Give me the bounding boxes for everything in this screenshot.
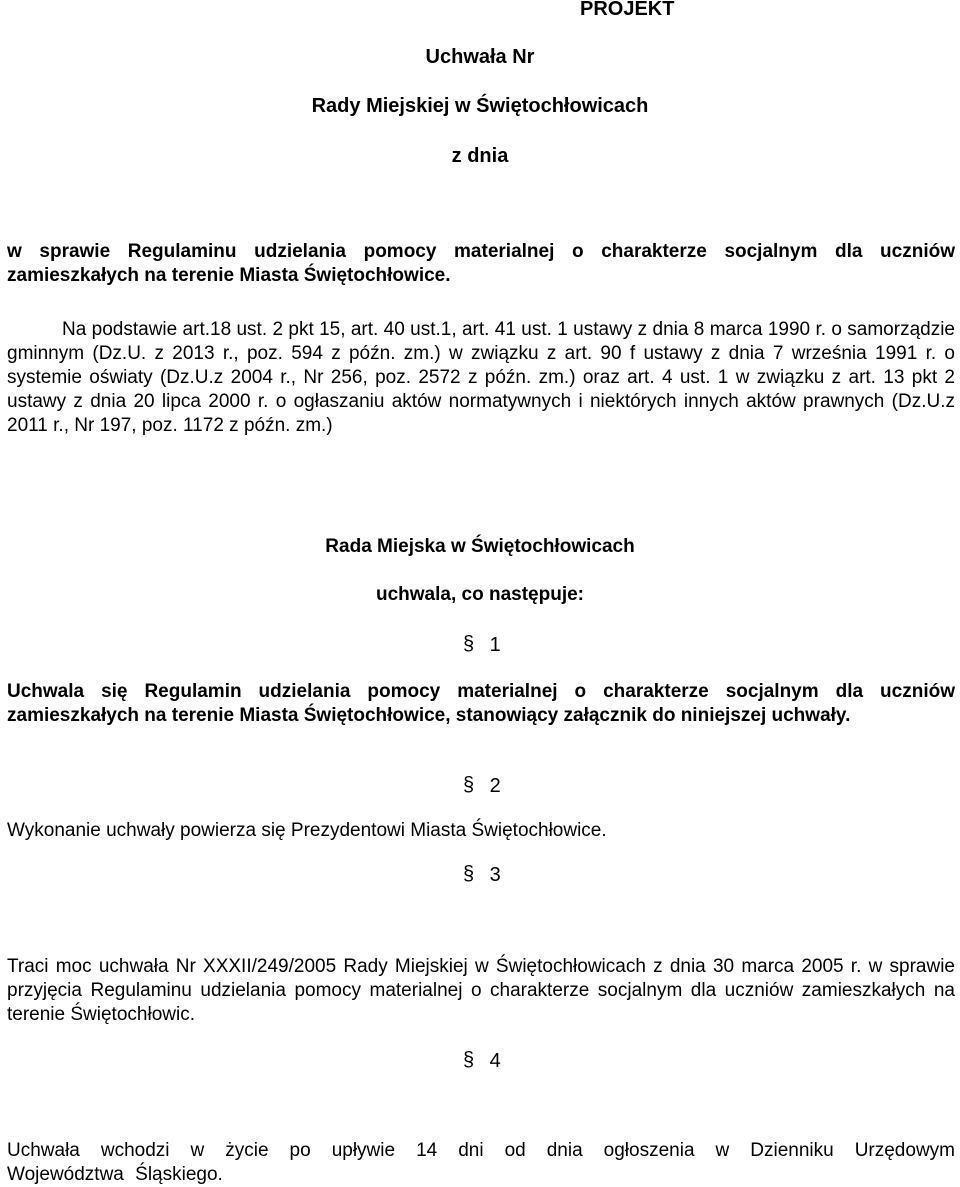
legal-basis: Na podstawie art.18 ust. 2 pkt 15, art. 40 ust.1, art. 41 ust. 1 ustawy z dnia 8 marca 1990 r. o samorządzie gminnym (Dz.U. z 2013 r., poz. 594 z późn. zm.) w związku z art. 90 f ustawy z dnia 7 września 1991 r. o systemie oświaty (Dz.U.z 2004 r., Nr 256, poz. 2572 z późn. zm.) oraz art. 4 ust. 1 w związku z art. 13 pkt 2 ustawy z dnia 20 lipca 2000 r. o ogłaszaniu aktów normatywnych i niektórych innych aktów prawnych (Dz.U.z 2011 r., Nr 197, poz. 1172 z późn. zm.): [7, 319, 955, 436]
section-4-number: 4: [489, 1050, 501, 1072]
resolution-issuer: Rady Miejskiej w Świętochłowicach: [311, 95, 649, 117]
svg-text:§: §: [463, 774, 475, 796]
section-sign-icon: [463, 863, 475, 885]
section-sign-icon: [463, 1049, 475, 1071]
resolves-heading: uchwala, co następuje:: [376, 584, 584, 605]
svg-text:§: §: [463, 633, 475, 655]
draft-label: PROJEKT: [580, 0, 675, 20]
section-3-heading: [463, 863, 501, 887]
section-sign-icon: [463, 774, 475, 796]
svg-text:§: §: [463, 863, 475, 885]
section-3-number: 3: [489, 864, 501, 886]
council-name: Rada Miejska w Świętochłowicach: [325, 536, 635, 557]
section-2-heading: [463, 774, 501, 798]
resolution-title: Uchwała Nr: [425, 46, 535, 68]
resolution-subject: w sprawie Regulaminu udzielania pomocy materialnej o charakterze socjalnym dla uczniów zamieszkałych na terenie Miasta Świętochłowice.: [7, 241, 955, 286]
section-4-text: Uchwała wchodzi w życie po upływie 14 dni od dnia ogłoszenia w Dzienniku Urzędowym Województwa Śląskiego.: [7, 1140, 955, 1185]
section-3-text: Traci moc uchwała Nr XXXII/249/2005 Rady Miejskiej w Świętochłowicach z dnia 30 marca 2005 r. w sprawie przyjęcia Regulaminu udzielania pomocy materialnej o charakterze socjalnym dla uczniów zamieszkałych na terenie Świętochłowic.: [7, 956, 955, 1025]
section-1-number: 1: [489, 634, 501, 656]
section-1-text: Uchwala się Regulamin udzielania pomocy materialnej o charakterze socjalnym dla uczniów zamieszkałych na terenie Miasta Świętochłowice, stanowiący załącznik do niniejszej uchwały.: [7, 681, 955, 726]
section-1-heading: [463, 633, 501, 657]
section-4-heading: [463, 1049, 501, 1073]
resolution-date: z dnia: [451, 145, 509, 167]
section-sign-icon: [463, 633, 475, 655]
section-2-number: 2: [489, 775, 501, 797]
section-2-text: Wykonanie uchwały powierza się Prezydentowi Miasta Świętochłowice.: [7, 820, 607, 841]
svg-text:§: §: [463, 1049, 475, 1071]
